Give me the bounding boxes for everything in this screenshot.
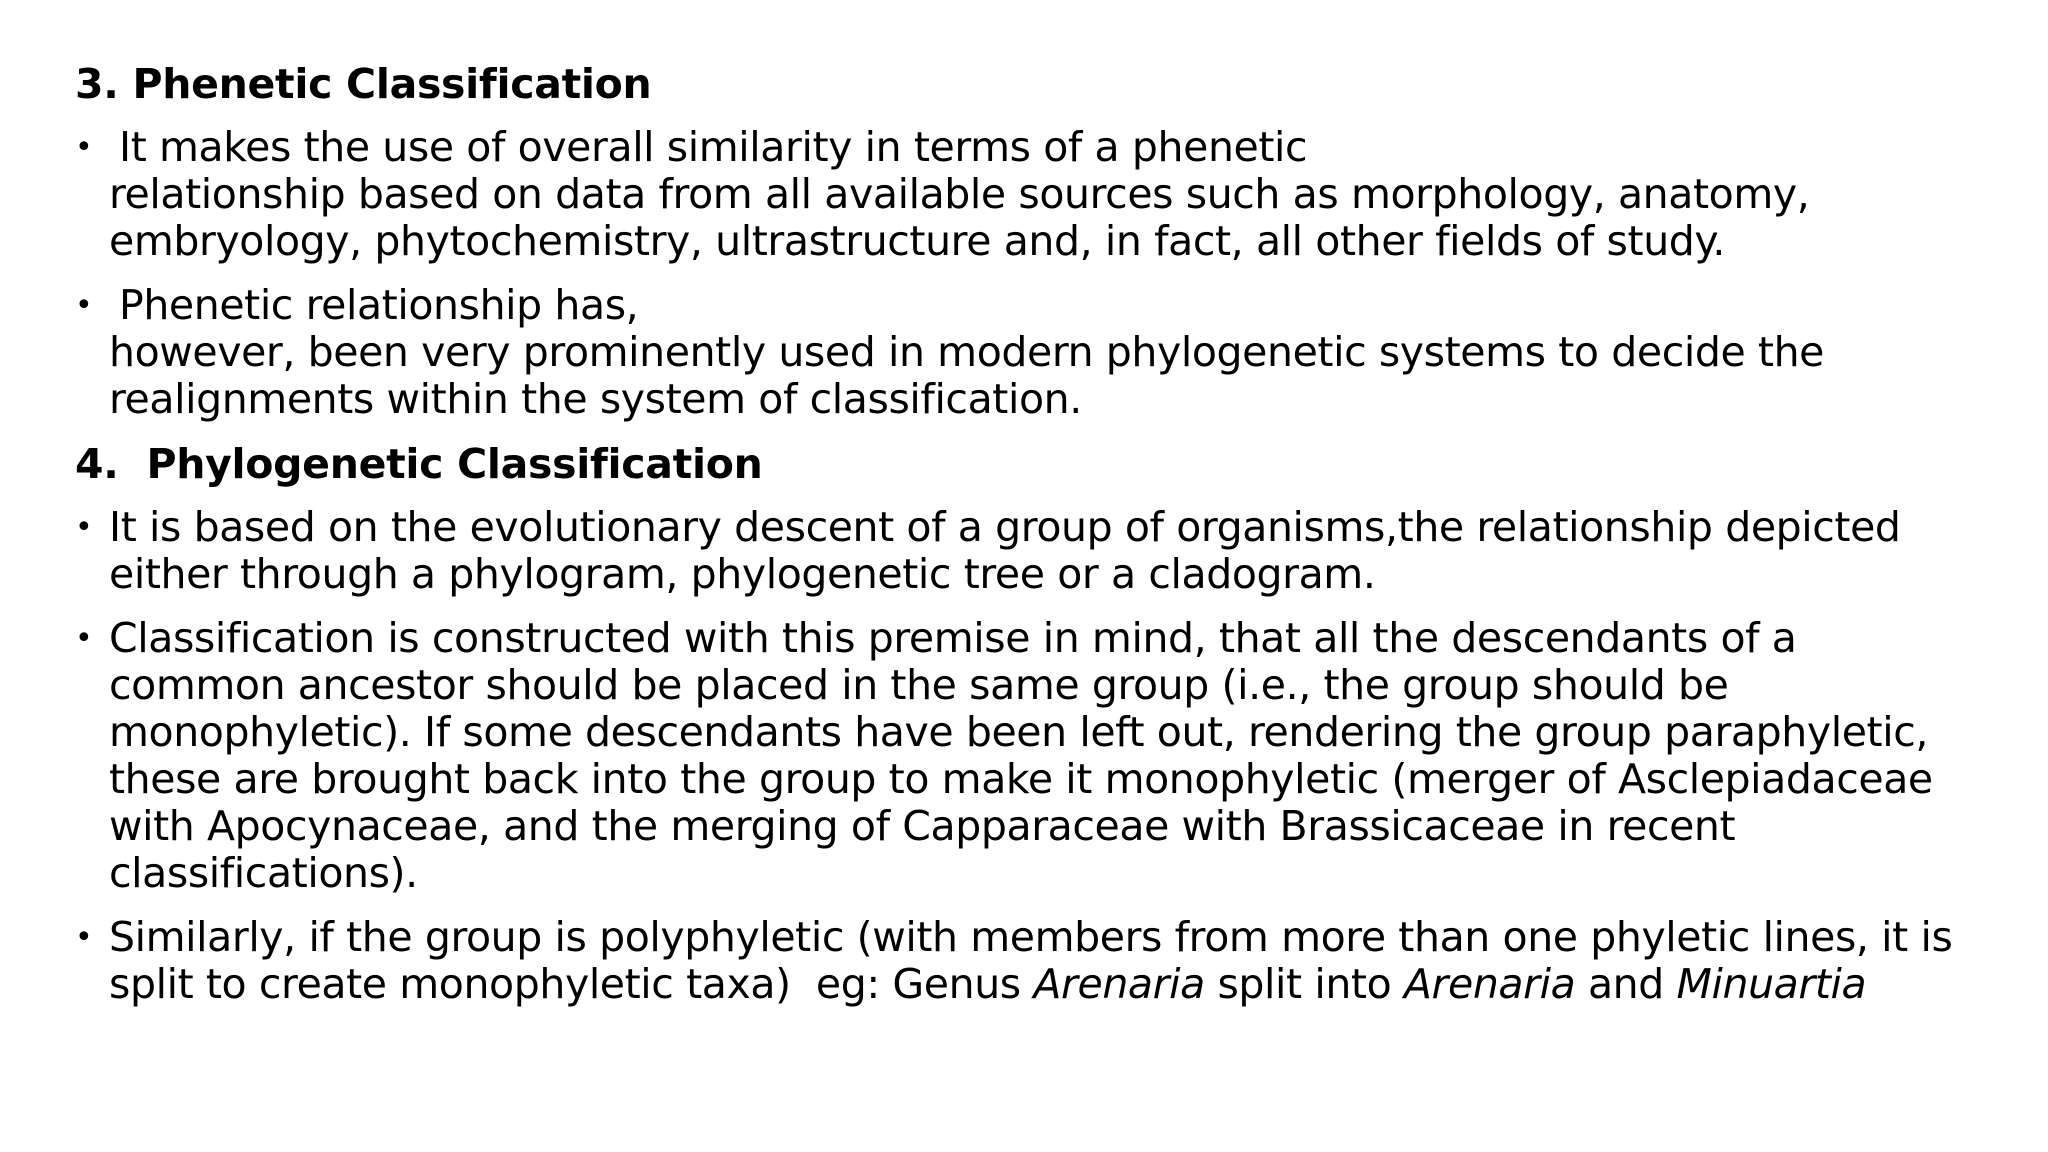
phylogenetic-bullet-2-line-4: these are brought back into the group to make it monophyletic (merger of Asclepiadaceae xyxy=(109,755,1933,803)
bullet-dot: • xyxy=(75,130,93,165)
bullet-dot: • xyxy=(75,510,93,545)
bullet-dot: • xyxy=(75,920,93,955)
phylogenetic-bullet-3-line-1: Similarly, if the group is polyphyletic (with members from more than one phyletic lines, it is xyxy=(109,913,1953,961)
slide-content xyxy=(75,60,1975,1008)
line-2-mid: split into xyxy=(1204,960,1404,1008)
phylogenetic-bullet-1 xyxy=(75,504,1975,598)
genus-minuartia: Minuartia xyxy=(1676,960,1867,1008)
phenetic-bullet-2-line-2: however, been very prominently used in modern phylogenetic systems to decide the xyxy=(109,328,1825,376)
phylogenetic-bullet-2-line-2: common ancestor should be placed in the same group (i.e., the group should be xyxy=(109,661,1729,709)
phylogenetic-bullet-2-line-5: with Apocynaceae, and the merging of Capparaceae with Brassicaceae in recent xyxy=(109,802,1736,850)
phenetic-bullet-1 xyxy=(75,124,1975,265)
phylogenetic-bullet-3 xyxy=(75,914,1975,1008)
line-2-prefix: split to create monophyletic taxa) eg: Genus xyxy=(109,960,1034,1008)
phylogenetic-bullet-2-line-6: classifications). xyxy=(109,849,418,897)
phenetic-bullet-1-line-1: It makes the use of overall similarity in terms of a phenetic xyxy=(119,123,1308,171)
phylogenetic-bullet-2-line-3: monophyletic). If some descendants have been left out, rendering the group paraphyletic, xyxy=(109,708,1928,756)
phylogenetic-bullet-2-line-1: Classification is constructed with this premise in mind, that all the descendants of a xyxy=(109,614,1797,662)
line-2-and: and xyxy=(1575,960,1677,1008)
phenetic-bullet-2-line-3: realignments within the system of classification. xyxy=(109,375,1082,423)
phylogenetic-bullet-1-line-2: either through a phylogram, phylogenetic tree or a cladogram. xyxy=(109,550,1376,598)
phenetic-bullet-2 xyxy=(75,282,1975,423)
genus-arenaria: Arenaria xyxy=(1033,960,1205,1008)
genus-arenaria-2: Arenaria xyxy=(1403,960,1576,1008)
phylogenetic-bullet-1-line-1: It is based on the evolutionary descent of a group of organisms,the relationship depicted xyxy=(109,503,1901,551)
phenetic-bullet-1-line-2: relationship based on data from all available sources such as morphology, anatomy, xyxy=(109,170,1810,218)
phenetic-heading: 3. Phenetic Classification xyxy=(75,60,652,108)
phylogenetic-heading: 4. Phylogenetic Classification xyxy=(75,440,763,488)
bullet-dot: • xyxy=(75,621,93,656)
phylogenetic-bullet-2 xyxy=(75,615,1975,897)
phenetic-bullet-1-line-3: embryology, phytochemistry, ultrastructure and, in fact, all other fields of study. xyxy=(109,217,1726,265)
phylogenetic-bullet-3-line-2 xyxy=(109,961,1975,1008)
bullet-dot: • xyxy=(75,288,93,323)
phenetic-bullet-2-line-1: Phenetic relationship has, xyxy=(119,281,639,329)
